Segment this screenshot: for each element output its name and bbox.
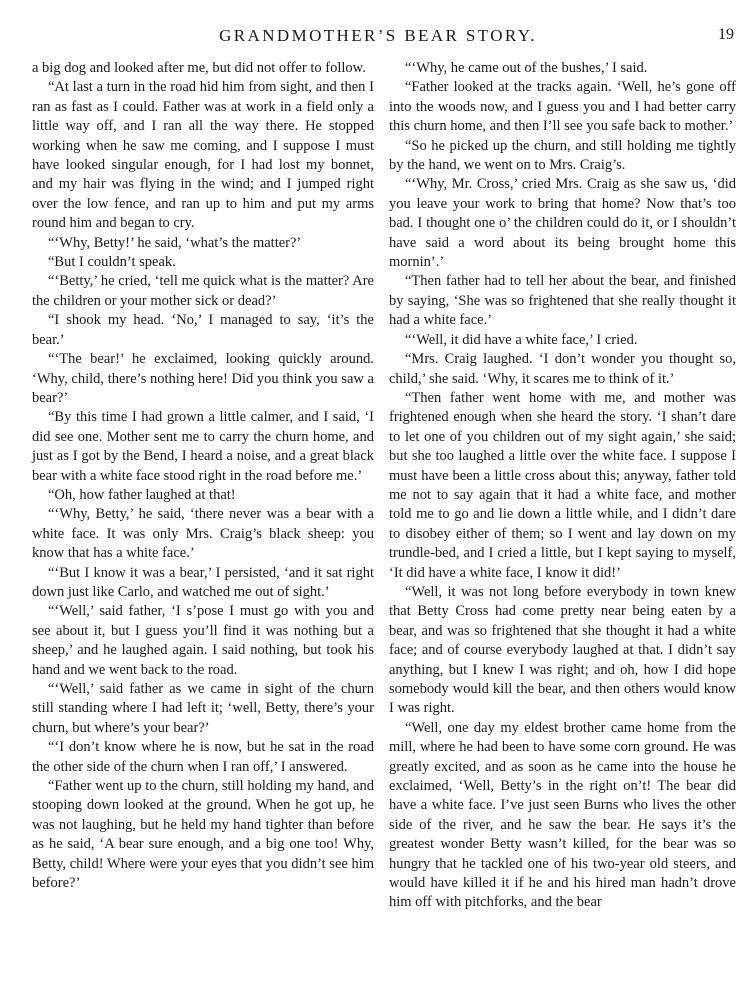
- left-column: [32, 59, 374, 893]
- paragraph: “‘Why, he came out of the bushes,’ I said.: [405, 60, 648, 76]
- page-number: 19: [718, 26, 734, 43]
- page-header: [0, 22, 756, 48]
- right-column: [389, 59, 736, 913]
- paragraph: “Father went up to the churn, still holding my hand, and stooping down looked at the ground. When he got up, he was not laughing, but he held my hand tighter than before as he said, ‘A bear sure enough, and a big one too! Why, Betty, child! Where were your eyes that you didn’t see him before?’: [32, 778, 374, 892]
- paragraph: “Oh, how father laughed at that!: [48, 486, 236, 503]
- paragraph: “At last a turn in the road hid him from sight, and then I ran as fast as I could. Father was at work in a field only a little way off, and I ran all the way there. He stopped working when he saw me coming, and I suppose I must have looked singular enough, for I had lost my bonnet, and my hair was flying in the wind; and I jumped right over the low fence, and ran up to him and put my arms round him and began to cry.: [32, 79, 374, 232]
- paragraph: “Then father had to tell her about the bear, and finished by saying, ‘She was so frightened that she really thought it had a white face.’: [389, 273, 736, 329]
- paragraph: “‘Why, Mr. Cross,’ cried Mrs. Craig as she saw us, ‘did you leave your work to bring that home? Now that’s too bad. I thought one o’ the children could do it, or I shouldn’t have said a word about its being brought home this mornin’.’: [389, 176, 736, 271]
- paragraph: “‘The bear!’ he exclaimed, looking quickly around. ‘Why, child, there’s nothing here! Did you think you saw a bear?’: [32, 351, 374, 406]
- paragraph: “I shook my head. ‘No,’ I managed to say, ‘it’s the bear.’: [32, 312, 374, 348]
- paragraph: “Father looked at the tracks again. ‘Well, he’s gone off into the woods now, and I guess you and I had better carry this churn home, and then I’ll see you safe back to mother.’: [389, 79, 736, 135]
- paragraph: “Well, one day my eldest brother came home from the mill, where he had been to have some corn ground. He was greatly excited, and as soon as he came into the house he exclaimed, ‘Well, Betty’s in the right on’t! The bear did have a white face. I’ve just seen Burns who lives the other side of the river, and he saw the bear. He says it’s the greatest wonder Betty wasn’t killed, for the bear was so hungry that he tackled one of his two-year old steers, and would have killed it if he and his hired man hadn’t drove him off with pitchforks, and the bear: [389, 719, 736, 911]
- paragraph: “‘Well,’ said father as we came in sight of the churn still standing where I had left it; ‘well, Betty, there’s your churn, but where’s your bear?’: [32, 681, 374, 736]
- paragraph: “‘Betty,’ he cried, ‘tell me quick what is the matter? Are the children or your mother sick or dead?’: [32, 273, 374, 309]
- paragraph: “Then father went home with me, and mother was frightened enough when she heard the story. ‘I shan’t dare to let one of you children out of my sight again,’ she said; but she too laughed a little over the white face. I suppose I must have been a little cross about this; anyway, father told me not to say again that it had a white face, and mother told me to go and lie down a little while, and I didn’t dare to disobey either of them; so I went and lay down on my trundle-bed, and I cried a little, but I kept saying to myself, ‘It did have a white face, I know it did!’: [389, 389, 736, 581]
- paragraph: a big dog and looked after me, but did not offer to follow.: [32, 60, 366, 76]
- paragraph: “So he picked up the churn, and still holding me tightly by the hand, we went on to Mrs. Craig’s.: [389, 137, 736, 174]
- paragraph: “Well, it was not long before everybody in town knew that Betty Cross had come pretty near being eaten by a bear, and was so frightened that she thought it had a white face; and of course everybody laughed at that. I didn’t say anything, but I knew I was right; and oh, how I did hope somebody would kill the bear, and then others would know I was right.: [389, 583, 736, 717]
- paragraph: “But I couldn’t speak.: [48, 254, 176, 271]
- paragraph: “By this time I had grown a little calmer, and I said, ‘I did see one. Mother sent me to carry the churn home, and just as I got by the Bend, I heard a noise, and a great black bear with a white face stood right in the road before me.’: [32, 409, 374, 484]
- paragraph: “‘Well, it did have a white face,’ I cried.: [405, 331, 638, 348]
- paragraph: “‘Well,’ said father, ‘I s’pose I must go with you and see about it, but I guess you’ll find it was nothing but a sheep,’ and he laughed again. I said nothing, but took his hand and we went back to the road.: [32, 603, 374, 678]
- paragraph: “Mrs. Craig laughed. ‘I don’t wonder you thought so, child,’ she said. ‘Why, it scares me to think of it.’: [389, 351, 736, 387]
- paragraph: “‘I don’t know where he is now, but he sat in the road the other side of the churn when I ran off,’ I answered.: [32, 739, 374, 775]
- running-title: GRANDMOTHER’S BEAR STORY.: [219, 26, 537, 45]
- paragraph: “‘Why, Betty!’ he said, ‘what’s the matter?’: [48, 234, 302, 251]
- paragraph: “‘But I know it was a bear,’ I persisted, ‘and it sat right down just like Carlo, and watched me out of sight.’: [32, 564, 374, 600]
- paragraph: “‘Why, Betty,’ he said, ‘there never was a bear with a white face. It was only Mrs. Craig’s black sheep: you know that has a white face.’: [32, 506, 374, 562]
